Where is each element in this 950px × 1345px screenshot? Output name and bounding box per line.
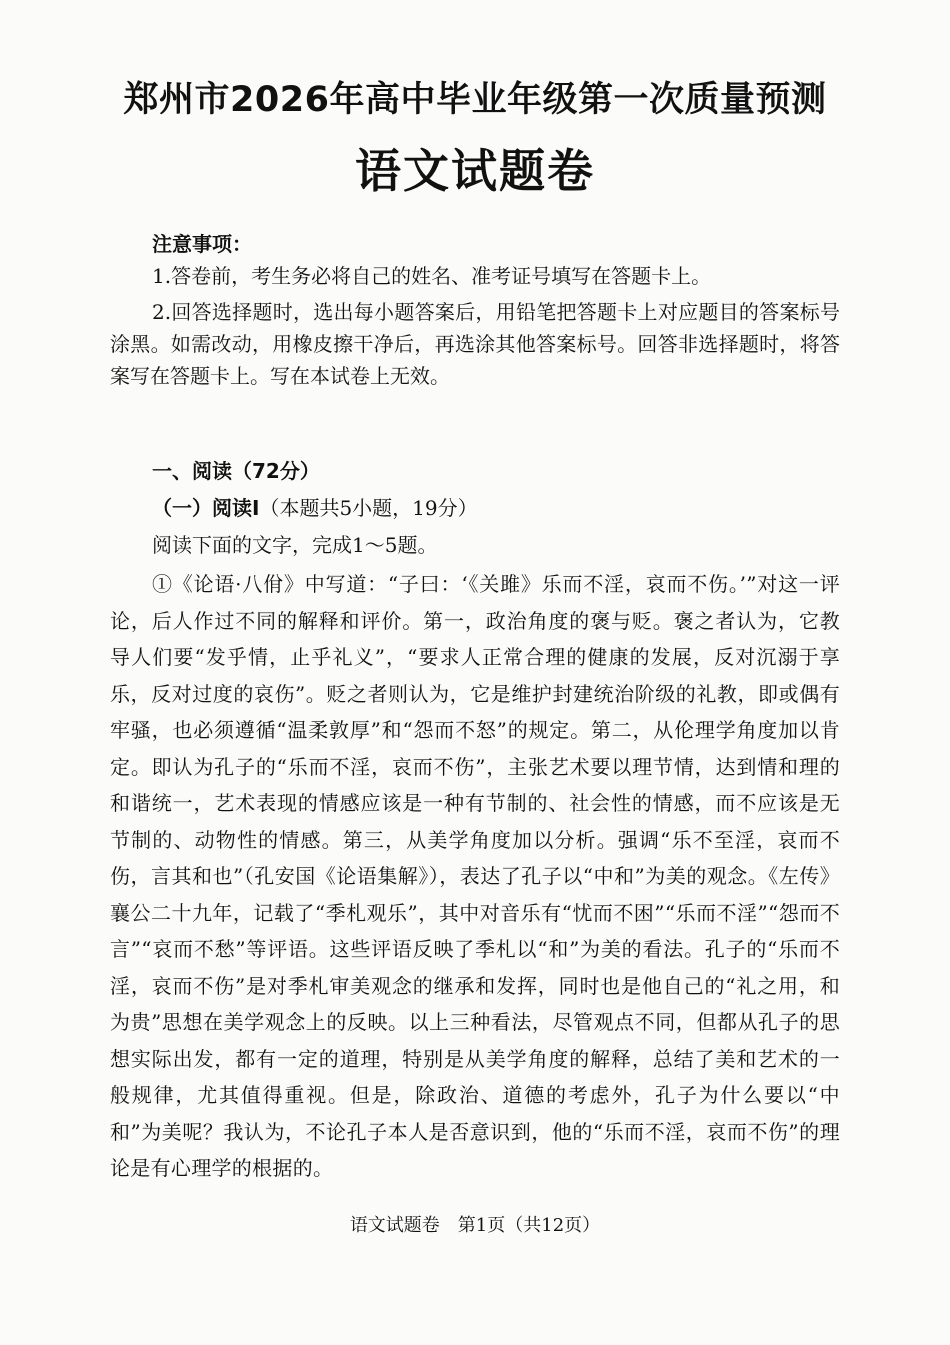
exam-subtitle: 语文试题卷 [355, 144, 595, 198]
notice-heading: 注意事项： [152, 232, 252, 256]
page-footer: 语文试题卷 第1页（共12页） [349, 1215, 601, 1236]
reading-section [110, 455, 840, 566]
notice-item-2: 2.回答选择题时，选出每小题答案后，用铅笔把答题卡上对应题目的答案标号涂黑。如需改动，用橡皮擦干净后，再选涂其他答案标号。回答非选择题时，将答案写在答题卡上。写在本试卷上无效。 [110, 300, 840, 388]
reading-instruction: 阅读下面的文字，完成1～5题。 [152, 533, 438, 557]
notice-item-1: 1.答卷前，考生务必将自己的姓名、准考证号填写在答题卡上。 [152, 264, 712, 288]
subpart-line [110, 492, 840, 524]
passage-paragraph-1: ①《论语·八佾》中写道：“子曰：‘《关雎》乐而不淫，哀而不伤。’”对这一评论，后人作过不同的解释和评价。第一，政治角度的褒与贬。褒之者认为，它教导人们要“发乎情，止乎礼义”，“要求人正常合理的健康的发展，反对沉溺于享乐，反对过度的哀伤”。贬之者则认为，它是维护封建统治阶级的礼教，即或偶有牢骚，也必须遵循“温柔敦厚”和“怨而不怒”的规定。第二，从伦理学角度加以肯定。即认为孔子的“乐而不淫，哀而不伤”，主张艺术要以理节情，达到情和理的和谐统一，艺术表现的情感应该是一种有节制的、社会性的情感，而不应该是无节制的、动物性的情感。第三，从美学角度加以分析。强调“乐不至淫，哀而不伤，言其和也”（孔安国《论语集解》），表达了孔子以“中和”为美的观念。《左传》襄公二十九年，记载了“季札观乐”，其中对音乐有“忧而不困”“乐而不淫”“怨而不言”“哀而不愁”等评语。这些评语反映了季札以“和”为美的看法。孔子的“乐而不淫，哀而不伤”是对季札审美观念的继承和发挥，同时也是他自己的“礼之用，和为贵”思想在美学观念上的反映。以上三种看法，尽管观点不同，但都从孔子的思想实际出发，都有一定的道理，特别是从美学角度的解释，总结了美和艺术的一般规律，尤其值得重视。但是，除政治、道德的考虑外，孔子为什么要以“中和”为美呢？我认为，不论孔子本人是否意识到，他的“乐而不淫，哀而不伤”的理论是有心理学的根据的。 [110, 572, 840, 1180]
exam-title: 郑州市2026年高中毕业年级第一次质量预测 [123, 80, 827, 120]
part-title: 一、阅读（72分） [152, 459, 320, 483]
notice-block [110, 228, 840, 396]
subpart-title: （一）阅读Ⅰ [152, 496, 260, 520]
subpart-note: （本题共5小题，19分） [259, 496, 478, 520]
